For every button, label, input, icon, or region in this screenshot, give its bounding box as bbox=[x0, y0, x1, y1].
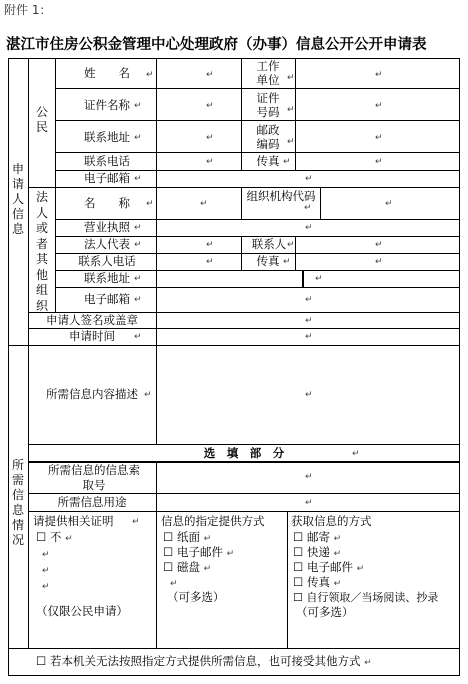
provide-option-disk[interactable] bbox=[163, 561, 211, 574]
org-fax-label: 传真 bbox=[256, 254, 280, 268]
citizen-address-label: 联系地址 bbox=[84, 130, 130, 144]
checkbox-icon[interactable]: ☐ bbox=[293, 530, 304, 544]
obtain-method-note: （可多选） bbox=[296, 605, 354, 619]
return-mark: ↵ bbox=[305, 295, 313, 305]
return-mark: ↵ bbox=[206, 157, 214, 167]
checkbox-icon[interactable]: ☐ bbox=[163, 530, 174, 544]
id-number-label: 证件号码 bbox=[256, 91, 280, 119]
proof-no-label: 不 bbox=[49, 530, 62, 544]
obtain-option-label: 邮寄 bbox=[306, 530, 330, 544]
citizen-label: 公民 bbox=[35, 105, 48, 134]
obtain-option-label: 自行领取／当场阅读、抄录 bbox=[306, 591, 439, 604]
return-mark: ↵ bbox=[287, 105, 295, 115]
contact-phone-label: 联系人电话 bbox=[78, 254, 136, 268]
return-mark: ↵ bbox=[305, 332, 313, 342]
proof-no-option[interactable] bbox=[36, 531, 73, 544]
checkbox-icon[interactable]: ☐ bbox=[36, 654, 47, 668]
return-mark: ↵ bbox=[305, 316, 313, 326]
org-name-label: 名 称 bbox=[84, 196, 130, 210]
provide-option-label: 纸面 bbox=[176, 530, 200, 544]
checkbox-icon[interactable]: ☐ bbox=[163, 560, 174, 574]
return-mark: ↵ bbox=[170, 579, 178, 589]
return-mark: ↵ bbox=[333, 534, 342, 544]
return-mark: ↵ bbox=[203, 564, 212, 574]
org-address-label: 联系地址 bbox=[84, 271, 130, 285]
provide-option-email[interactable] bbox=[163, 546, 234, 559]
checkbox-icon[interactable]: ☐ bbox=[293, 591, 303, 604]
obtain-option-label: 快递 bbox=[306, 545, 330, 559]
return-mark: ↵ bbox=[283, 157, 291, 167]
postcode-label: 邮政编码 bbox=[256, 123, 280, 151]
provide-method-note: （可多选） bbox=[167, 590, 225, 604]
return-mark: ↵ bbox=[287, 137, 295, 147]
provide-option-label: 电子邮件 bbox=[176, 545, 223, 559]
return-mark: ↵ bbox=[305, 223, 313, 233]
return-mark: ↵ bbox=[304, 203, 312, 213]
provide-method-header: 信息的指定提供方式 bbox=[161, 514, 265, 528]
return-mark: ↵ bbox=[134, 274, 142, 284]
citizen-phone-label: 联系电话 bbox=[84, 154, 130, 168]
return-mark: ↵ bbox=[42, 582, 50, 592]
signature-label: 申请人签名或盖章 bbox=[46, 313, 138, 327]
citizen-name-label: 姓 名 bbox=[84, 66, 130, 80]
obtain-option-mail[interactable] bbox=[293, 531, 341, 544]
id-name-label: 证件名称 bbox=[84, 98, 130, 112]
purpose-label: 所需信息用途 bbox=[57, 495, 127, 509]
proof-header: 请提供相关证明 bbox=[33, 514, 114, 528]
return-mark: ↵ bbox=[206, 240, 214, 250]
index-number-label: 所需信息的信息索取号 bbox=[48, 463, 140, 492]
return-mark: ↵ bbox=[375, 157, 383, 167]
return-mark: ↵ bbox=[305, 472, 313, 482]
return-mark: ↵ bbox=[134, 174, 142, 184]
return-mark: ↵ bbox=[206, 101, 214, 111]
return-mark: ↵ bbox=[375, 101, 383, 111]
legal-rep-label: 法人代表 bbox=[84, 237, 130, 251]
return-mark: ↵ bbox=[333, 579, 342, 589]
optional-section-header: 选 填 部 分 bbox=[203, 446, 285, 460]
info-section-label: 所需信息情况 bbox=[11, 458, 24, 547]
contact-person-label: 联系人 bbox=[251, 237, 287, 251]
return-mark: ↵ bbox=[203, 534, 212, 544]
return-mark: ↵ bbox=[144, 390, 152, 400]
checkbox-icon[interactable]: ☐ bbox=[36, 530, 47, 544]
obtain-option-label: 传真 bbox=[306, 575, 330, 589]
info-description-label: 所需信息内容描述 bbox=[46, 387, 138, 401]
return-mark: ↵ bbox=[305, 498, 313, 508]
checkbox-icon[interactable]: ☐ bbox=[293, 545, 304, 559]
return-mark: ↵ bbox=[333, 549, 342, 559]
org-email-label: 电子邮箱 bbox=[84, 292, 130, 306]
return-mark: ↵ bbox=[385, 199, 393, 209]
org-code-label: 组织机构代码 bbox=[246, 189, 316, 203]
return-mark: ↵ bbox=[356, 564, 365, 574]
work-unit-label: 工作单位 bbox=[256, 59, 280, 87]
return-mark: ↵ bbox=[134, 332, 142, 342]
provide-option-label: 磁盘 bbox=[176, 560, 200, 574]
return-mark: ↵ bbox=[134, 223, 142, 233]
provide-option-paper[interactable] bbox=[163, 531, 211, 544]
return-mark: ↵ bbox=[375, 70, 383, 80]
return-mark: ↵ bbox=[315, 274, 323, 284]
return-mark: ↵ bbox=[65, 534, 73, 544]
return-mark: ↵ bbox=[200, 199, 208, 209]
checkbox-icon[interactable]: ☐ bbox=[293, 560, 304, 574]
citizen-email-label: 电子邮箱 bbox=[84, 171, 130, 185]
return-mark: ↵ bbox=[305, 174, 313, 184]
footer-alternative-label: 若本机关无法按照指定方式提供所需信息，也可接受其他方式 bbox=[49, 654, 361, 668]
return-mark: ↵ bbox=[375, 240, 383, 250]
return-mark: ↵ bbox=[134, 133, 142, 143]
checkbox-icon[interactable]: ☐ bbox=[293, 575, 304, 589]
obtain-option-fax[interactable] bbox=[293, 576, 341, 589]
apply-time-label: 申请时间 bbox=[69, 329, 115, 343]
return-mark: ↵ bbox=[283, 257, 291, 267]
return-mark: ↵ bbox=[206, 133, 214, 143]
obtain-option-label: 电子邮件 bbox=[306, 560, 353, 574]
return-mark: ↵ bbox=[305, 390, 313, 400]
obtain-option-email[interactable] bbox=[293, 561, 364, 574]
return-mark: ↵ bbox=[287, 73, 295, 83]
return-mark: ↵ bbox=[375, 257, 383, 267]
return-mark: ↵ bbox=[375, 133, 383, 143]
obtain-method-header: 获取信息的方式 bbox=[291, 514, 372, 528]
return-mark: ↵ bbox=[132, 517, 140, 527]
return-mark: ↵ bbox=[134, 101, 142, 111]
return-mark: ↵ bbox=[42, 550, 50, 560]
citizen-fax-label: 传真 bbox=[256, 154, 280, 168]
applicant-info-section-label: 申请人信息 bbox=[11, 162, 24, 236]
footer-alternative-option[interactable] bbox=[36, 655, 372, 668]
return-mark: ↵ bbox=[146, 70, 154, 80]
return-mark: ↵ bbox=[206, 70, 214, 80]
return-mark: ↵ bbox=[352, 449, 360, 459]
return-mark: ↵ bbox=[42, 566, 50, 576]
obtain-option-self-pickup[interactable] bbox=[293, 591, 438, 604]
business-license-label: 营业执照 bbox=[84, 220, 130, 234]
obtain-option-express[interactable] bbox=[293, 546, 341, 559]
org-label: 法人或者其他组织 bbox=[35, 190, 48, 313]
return-mark: ↵ bbox=[364, 658, 372, 668]
return-mark: ↵ bbox=[287, 240, 295, 250]
page-title: 湛江市住房公积金管理中心处理政府（办事）信息公开公开申请表 bbox=[6, 37, 427, 53]
return-mark: ↵ bbox=[206, 257, 214, 267]
return-mark: ↵ bbox=[226, 549, 235, 559]
return-mark: ↵ bbox=[134, 240, 142, 250]
checkbox-icon[interactable]: ☐ bbox=[163, 545, 174, 559]
return-mark: ↵ bbox=[146, 199, 154, 209]
proof-note: （仅限公民申请） bbox=[36, 604, 128, 618]
attachment-label: 附件 1： bbox=[4, 3, 52, 17]
return-mark: ↵ bbox=[134, 295, 142, 305]
